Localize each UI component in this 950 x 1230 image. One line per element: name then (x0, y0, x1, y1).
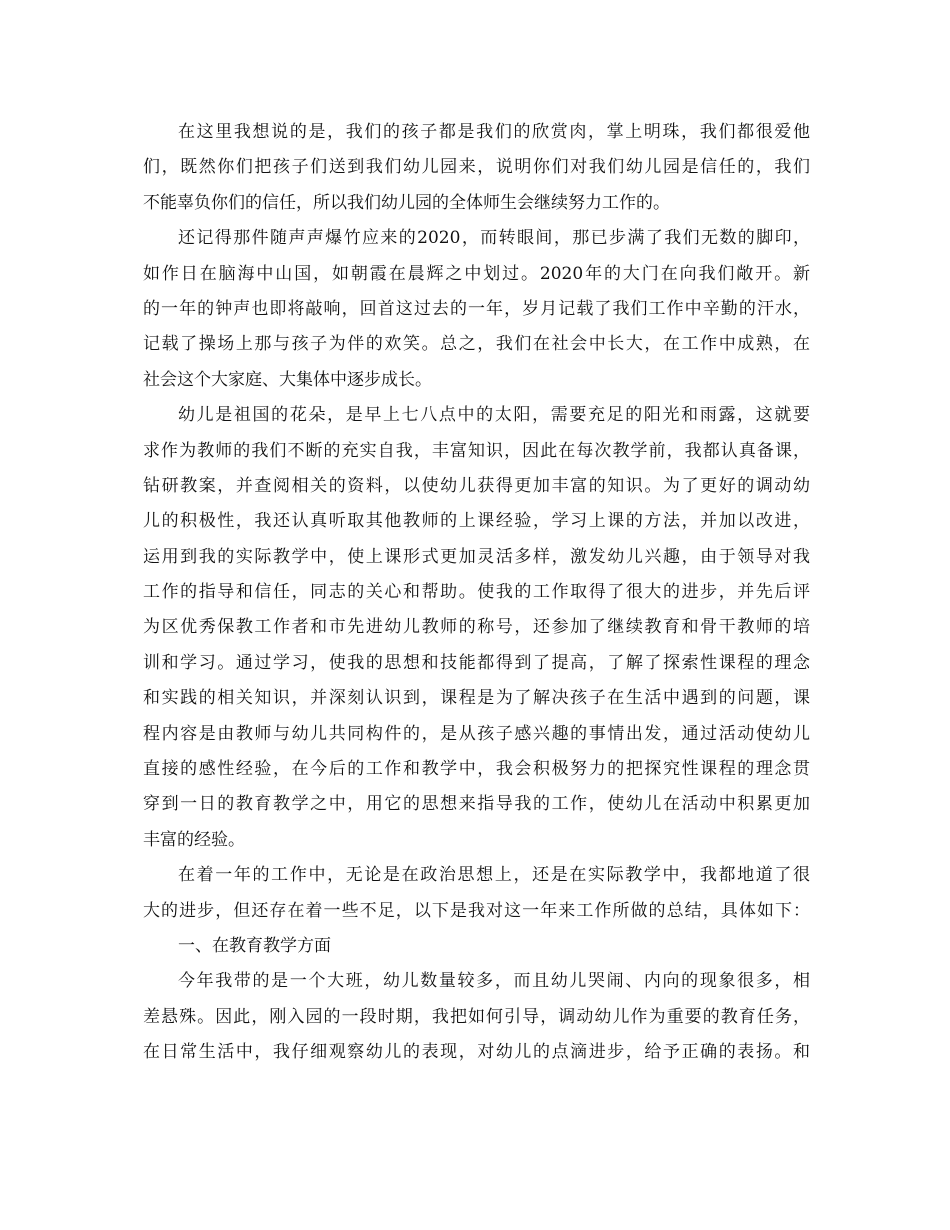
text-line: 求作为教师的我们不断的充实自我，丰富知识，因此在每次教学前，我都认真备课， (143, 440, 810, 461)
text-line: 运用到我的实际教学中，使上课形式更加灵活多样，激发幼儿兴趣，由于领导对我 (143, 546, 810, 567)
text-line: 社会这个大家庭、大集体中逐步成长。 (143, 369, 432, 390)
text-line: 幼儿是祖国的花朵，是早上七八点中的太阳，需要充足的阳光和雨露，这就要 (178, 405, 810, 426)
text-line: 程内容是由教师与幼儿共同构件的，是从孩子感兴趣的事情出发，通过活动使幼儿 (143, 723, 810, 744)
text-line: 在日常生活中，我仔细观察幼儿的表现，对幼儿的点滴进步，给予正确的表扬。和 (143, 1042, 810, 1063)
text-line: 还记得那件随声声爆竹应来的2020，而转眼间，那已步满了我们无数的脚印， (178, 228, 810, 249)
text-line: 如作日在脑海中山国，如朝霞在晨辉之中划过。2020年的大门在向我们敞开。新 (143, 263, 810, 284)
text-line: 儿的积极性，我还认真听取其他教师的上课经验，学习上课的方法，并加以改进， (143, 511, 810, 532)
text-line: 丰富的经验。 (143, 829, 245, 850)
text-line: 的一年的钟声也即将敲响，回首这过去的一年，岁月记载了我们工作中辛勤的汗水， (143, 298, 810, 319)
text-line: 和实践的相关知识，并深刻认识到，课程是为了解决孩子在生活中遇到的问题，课 (143, 688, 810, 709)
text-line: 在着一年的工作中，无论是在政治思想上，还是在实际教学中，我都地道了很 (178, 865, 810, 886)
text-line: 穿到一日的教育教学之中，用它的思想来指导我的工作，使幼儿在活动中积累更加 (143, 794, 810, 815)
text-line: 钻研教案，并查阅相关的资料，以使幼儿获得更加丰富的知识。为了更好的调动幼 (143, 475, 810, 496)
text-line: 们，既然你们把孩子们送到我们幼儿园来，说明你们对我们幼儿园是信任的，我们 (143, 157, 810, 178)
text-line: 差悬殊。因此，刚入园的一段时期，我把如何引导，调动幼儿作为重要的教育任务， (143, 1006, 810, 1027)
text-line: 工作的指导和信任，同志的关心和帮助。使我的工作取得了很大的进步，并先后评 (143, 582, 810, 603)
text-line: 在这里我想说的是，我们的孩子都是我们的欣赏肉，掌上明珠，我们都很爱他 (178, 122, 810, 142)
text-line: 不能辜负你们的信任，所以我们幼儿园的全体师生会继续努力工作的。 (143, 192, 670, 213)
text-line: 直接的感性经验，在今后的工作和教学中，我会积极努力的把探究性课程的理念贯 (143, 759, 810, 780)
text-line: 训和学习。通过学习，使我的思想和技能都得到了提高，了解了探索性课程的理念 (143, 652, 810, 673)
document-body (143, 115, 810, 1071)
text-line: 一、在教育教学方面 (178, 935, 331, 956)
text-line: 大的进步，但还存在着一些不足，以下是我对这一年来工作所做的总结，具体如下： (143, 900, 810, 921)
text-line: 记载了操场上那与孩子为伴的欢笑。总之，我们在社会中长大，在工作中成熟，在 (143, 334, 810, 355)
text-line: 今年我带的是一个大班，幼儿数量较多，而且幼儿哭闹、内向的现象很多，相 (178, 971, 810, 992)
text-line: 为区优秀保教工作者和市先进幼儿教师的称号，还参加了继续教育和骨干教师的培 (143, 617, 810, 638)
